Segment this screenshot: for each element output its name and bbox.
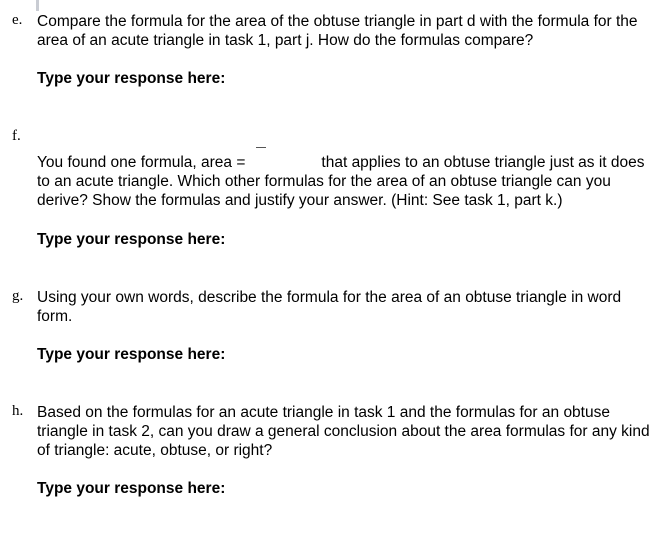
text-cursor-marker: [36, 0, 39, 11]
response-prompt-f[interactable]: Type your response here:: [37, 231, 226, 248]
question-f-text: [37, 153, 652, 210]
question-g-text: Using your own words, describe the formula for the area of an obtuse triangle in word form.: [37, 289, 622, 325]
item-marker-e: e.: [12, 12, 23, 28]
question-f-text-before: You found one formula, area =: [37, 154, 246, 171]
question-f-text-after: that applies to an obtuse triangle just as it does to an acute triangle. Which other formulas for the area of an obtuse triangle can you derive? Show the formulas and justify your answer. (Hint: See task 1, part k.): [37, 154, 645, 209]
item-marker-g: g.: [12, 288, 24, 304]
formula-fraction-bar: [256, 147, 266, 148]
item-marker-h: h.: [12, 403, 24, 419]
formula-blank: [245, 166, 321, 167]
item-marker-f: f.: [12, 128, 21, 144]
question-h-text: Based on the formulas for an acute triangle in task 1 and the formulas for an obtuse triangle in task 2, can you draw a general conclusion about the area formulas for any kind of triangle: acute, obtuse, or right?: [37, 404, 650, 459]
response-prompt-h[interactable]: Type your response here:: [37, 480, 226, 497]
response-prompt-e[interactable]: Type your response here:: [37, 70, 226, 87]
question-e-text: Compare the formula for the area of the obtuse triangle in part d with the formula for the area of an acute triangle in task 1, part j. How do the formulas compare?: [37, 13, 638, 49]
response-prompt-g[interactable]: Type your response here:: [37, 346, 226, 363]
